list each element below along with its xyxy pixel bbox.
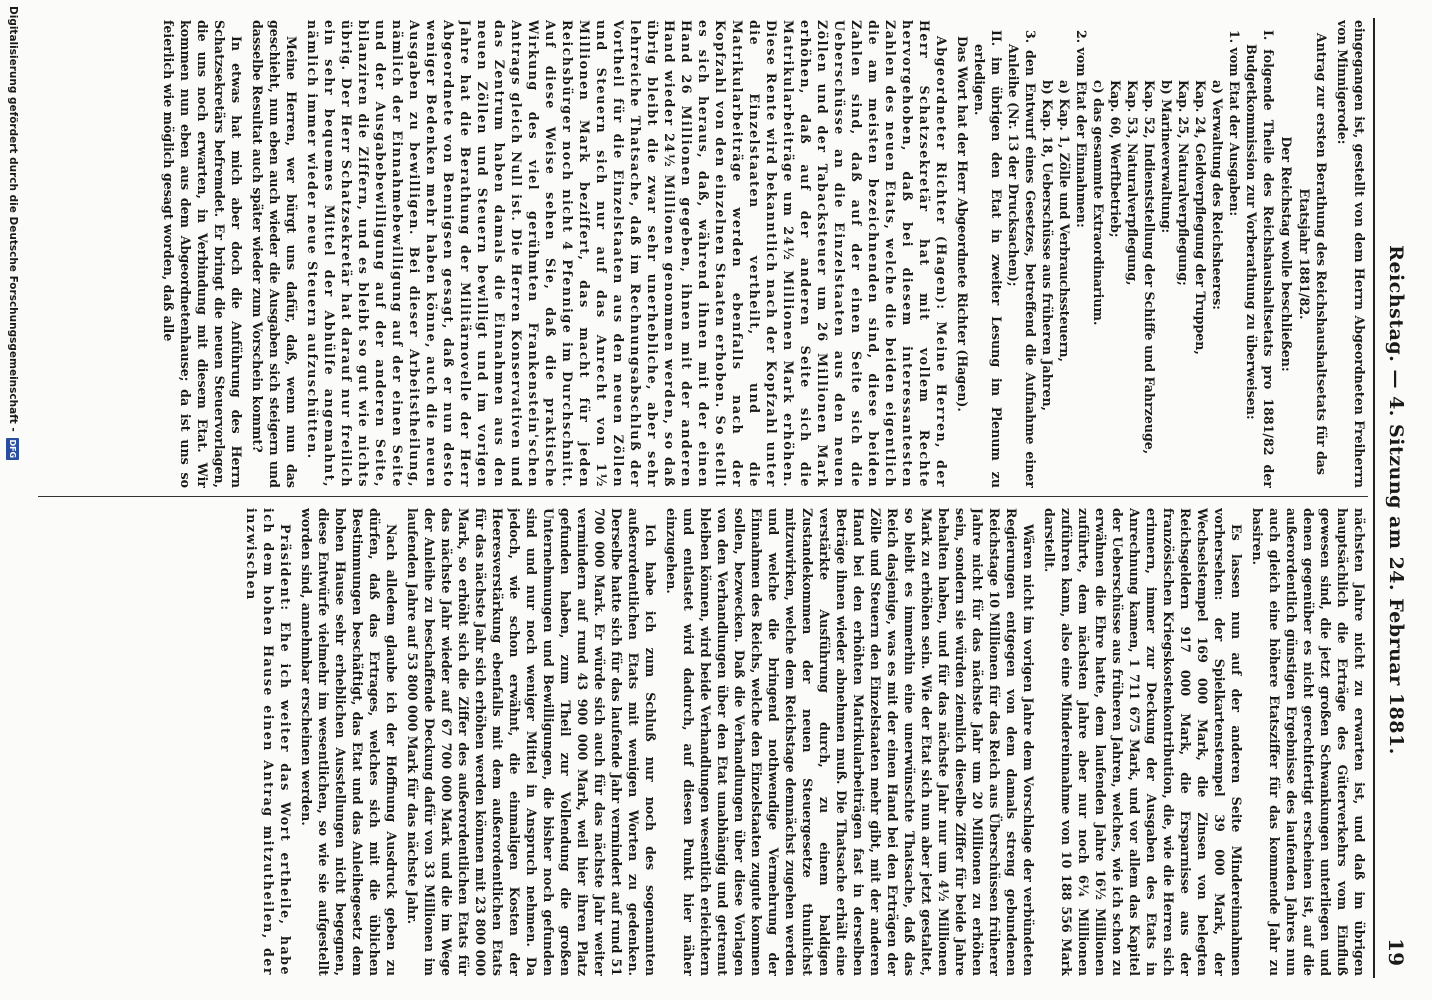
list-item: 1. vom Etat der Ausgaben:	[1227, 30, 1242, 217]
list-item: a) Verwaltung des Reichsheeres:	[1210, 80, 1225, 310]
speech-paragraph: Präsident: Ehe ich weiter das Wort ertheile, habe ich dem hohen Hause einen Antrag mitzutheilen, der inzwischen	[244, 508, 293, 976]
list-item: b) Kap. 18, Ueberschüsse aus früheren Jahren,	[1040, 80, 1055, 412]
digitization-footer	[2, 0, 24, 1000]
list-item: b) Marineverwaltung:	[1159, 80, 1174, 234]
page-number: 19	[1384, 938, 1408, 966]
list-item: II. im übrigen den Etat in zweiter Lesung im Plenum zu erledigen.	[972, 30, 1004, 488]
list-item: Kap. 60, Werftbetrieb;	[1108, 80, 1123, 238]
list-item: Kap. 53, Naturalverpflegung,	[1125, 80, 1140, 286]
paragraph: eingegangen ist, gestellt von dem Herrn Abgeordneten Freiherrn von Minnigerode:	[1335, 20, 1367, 488]
list-item: a) Kap. 1, Zölle und Verbrauchssteuern,	[1057, 80, 1072, 362]
motion-line: Der Reichstag wolle beschließen:	[1279, 136, 1294, 372]
list-item: 2. vom Etat der Einnahmen:	[1074, 30, 1089, 228]
motion-title: Antrag zur ersten Berathung des Reichshaushaltsetats für das Etatsjahr 1881/82.	[1297, 32, 1329, 476]
paragraph: nächsten Jahre nicht zu erwarten ist, und daß im übrigen hauptsächlich die Erträge des Güterverkehrs vom Einfluß gewesen sind, die jetzt großen Schwankungen unterliegen und denen gegenüber es nicht gerechtfertigt erscheinen ist, auf die außerordentlich günstigen Ergebnisse des laufenden Jahres nun auch gleich eine höhere Etatsziffer für das kommende Jahr zu basiren.	[1250, 508, 1367, 976]
paragraph: Es lassen nun auf der anderen Seite Mindereinnahmen vorhersehen: der Spielkartenstempel 39 000 Mark, der Wechselstempel 169 000 Mark, die Zinsen von belegten Reichsgeldern 917 000 Mark, die Ersparnisse aus der französischen Kriegskostenkontribution, die, wie die Herren sich erinnern, immer zur Deckung der Ausgaben des Etats in Anrechnung kamen, 1 711 675 Mark, und vor allem das Kapitel der Ueberschüsse aus früheren Jahren, welches, wie ich schon zu erwähnen die Ehre hatte, dem laufenden Jahre 16½ Millionen zuführte, dem nächsten Jahre aber nur noch 6¼ Millionen zuführen kann, also eine Mindereinnahme von 10 188 556 Mark darstellt.	[1042, 508, 1244, 976]
list-item: Kap. 25, Naturalverpflegung;	[1176, 80, 1191, 286]
right-column	[38, 508, 1368, 976]
paragraph: Ich habe ich zum Schluß nur noch des sogenannten außerordentlichen Etats mit wenigen Worten zu gedenken. Derselbe hatte sich für das laufende Jahr vermindert auf rund 51 700 000 Mark. Er würde sich auch für das nächste Jahr weiter vermindern auf rund 43 900 000 Mark, weil hier ihren Platz gefunden haben, zum Theil zur Vollendung die großen Unternehmungen und Bewilligungen, die bisher noch gefunden sind und nur noch weniger Mittel in Anspruch nehmen. Da jedoch, wie schon erwähnt, die einmaligen Kosten der Heeresverstärkung ebenfalls mit dem außerordentlichen Etats für das nächste Jahr sich erhöhen werden können mit 23 800 000 Mark, so erhöht sich die Ziffer des außerordentlichen Etats für das nächste Jahr wieder auf 67 700 000 Mark und die im Wege der Anleihe zu beschaffende Deckung dafür von 33 Millionen im laufenden Jahre auf 53 800 000 Mark für das nächste Jahr.	[405, 508, 658, 976]
paragraph: Wären nicht im vorigen Jahre dem Vorschlage der verbündeten Regierungen entgegen von dem damals streng gebundenen Reichstage 10 Millionen für das Reich aus Überschüssen früherer Jahre nicht für das nächste Jahr um 20 Millionen zu erhöhen sein, sondern sie würden ziemlich dieselbe Ziffer für beide Jahre behalten haben, und für das nächste Jahr nur um 4½ Millionen Mark zu erhöhen sein. Wie der Etat sich nun aber jetzt gestaltet, so bleibt es immerhin eine unerwünschte Thatsache, daß das Reich dasjenige, was es mit der einen Hand bei den Erträgen der Zölle und Steuern den Einzelstaaten mehr gibt, mit der anderen Hand bei den erhöhten Matrikularbeiträgen fast in derselben Beträge ihnen wieder abnehmen muß. Die Thatsache erhält eine verstärkte Ausführung durch, zu einem baldigen Zustandekommen der neuen Steuergesetze thunlichst mitzuwirken, welche dem Reichstage demnächst zugehen werden und welche die bringend nothwendige Vermehrung der Einnahmen des Reichs, welche den Einzelstaaten zugute kommen sollen, bezwecken. Daß die Verhandlungen über diese Vorlagen von den Verhandlungen über den Etat unabhängig und getrennt bleiben können, wird beide Verhandlungen wesentlich erleichtern und entlastet wird dadurch, auf diesen Punkt hier näher einzugehen.	[664, 508, 1036, 976]
header-rule	[1373, 18, 1375, 978]
list-item: I. folgende Theile des Reichshaushaltsetats pro 1881/82 der Budgetkommission zur Vorberathung zu überweisen:	[1244, 30, 1276, 488]
list-item: Kap. 52, Indienststellung der Schiffe und Fahrzeuge,	[1142, 80, 1157, 455]
paragraph: Meine Herren, wer bürgt uns dafür, daß, wenn nun das geschieht, nun eben auch wieder die Ausgaben sich steigern und dasselbe Resultat auch später wieder zum Vorschein kommt?	[250, 20, 299, 488]
list-item: Kap. 24, Geldverpflegung der Truppen,	[1193, 80, 1208, 355]
left-column	[38, 20, 1368, 488]
page-header: Reichstag. — 4. Sitzung am 24. Februar 1881.	[1385, 245, 1407, 755]
column-divider	[38, 496, 1368, 497]
paragraph: Nach alledem glaube ich der Hoffnung Ausdruck geben zu dürfen, daß das Ertrages, welches sich mit die üblichen Bestimmungen beschäftigt, das Etat und das Anleihegesetz dem hohen Hause sehr erheblichen Ausstellungen nicht begegnen, diese Entwürfe vielmehr im wesentlichen, so wie sie aufgestellt worden sind, annehmbar erscheinen werden.	[299, 508, 399, 976]
footer-text: Digitalisierung gefördert durch die Deutsche Forschungsgemeinschaft -	[7, 6, 19, 432]
speech-paragraph: Abgeordneter Richter (Hagen): Meine Herren, der Herr Schatzsekretär hat mit vollem Rechte hervorgehoben, daß bei diesem interessantesten Zahlen des neuen Etats, welche die beiden eigentlich die am meisten bezeichnenden sind, diese beiden Zahlen sind, daß auf der einen Seite sich die Ueberschüsse an die Einzelstaaten aus den neuen Zöllen und der Tabacksteuer um 26 Millionen Mark erhöhen, daß auf der anderen Seite sich die Matrikularbeiträge um 24½ Millionen Mark erhöhen. Diese Rente wird bekanntlich nach der Kopfzahl unter die Einzelstaaten vertheilt, und die Matrikularbeiträge werden ebenfalls nach der Kopfzahl von den einzelnen Staaten erhoben. So stellt es sich heraus, daß, während ihnen mit der einen Hand 26 Millionen gegeben, ihnen mit der anderen Hand wieder 24½ Millionen genommen werden, so daß übrig bleibt die zwar sehr unerhebliche, aber sehr lehrreiche Thatsache, daß im Rechnungsabschluß der Vortheil für die Einzelstaaten aus den neuen Zöllen und Steuern sich nur auf das Anrecht von 1½ Millionen Mark beziffert, das macht für jeden Reichsbürger noch nicht 4 Pfennige im Durchschnitt. Auf diese Weise sehen Sie, daß die praktische Wirkung des viel gerühmten Frankenstein'schen Antrags gleich Null ist. Die Herren Konservativen und das Zentrum haben damals die Einnahmen aus den neuen Zöllen und Steuern bewilligt und im vorigen Jahre hat die Berathung der Militärnovelle der Herr Abgeordnete von Bennigsen gesagt, daß er nun desto weniger Bedenken mehr haben könne, auch die neuen Ausgaben zu bewilligen. Bei dieser Arbeitstheilung, nämlich der Einnahmebewilligung auf der einen Seite und der Ausgabebewilligung auf der anderen Seite, bilanziren die Ziffern, und es bleibt so gut wie nichts übrig. Der Herr Schatzsekretär hat darauf nur freilich ein sehr bequemes Mittel der Abhülfe angemahnt, nämlich immer wieder neue Steuern aufzuschütten.	[305, 20, 949, 488]
paragraph: In etwas hat mich aber doch die Anführung des Herrn Schatzsekretärs befremdet. Er bringt die neuen Steuervorlagen, die uns noch erwarten, in Verbindung mit diesem Etat. Wir kommen nun eben aus dem Abgeordnetenhause; da ist uns so feierlich wie möglich gesagt worden, daß alle	[161, 20, 244, 488]
list-item: 3. den Entwurf eines Gesetzes, betreffend die Aufnahme einer Anleihe (Nr. 13 der Drucksachen);	[1006, 30, 1038, 488]
paragraph: Das Wort hat der Herr Abgeordnete Richter (Hagen).	[955, 36, 970, 412]
list-item: c) das gesammte Extraordinarium.	[1091, 80, 1106, 326]
dfg-logo-icon: DFG	[8, 439, 18, 459]
